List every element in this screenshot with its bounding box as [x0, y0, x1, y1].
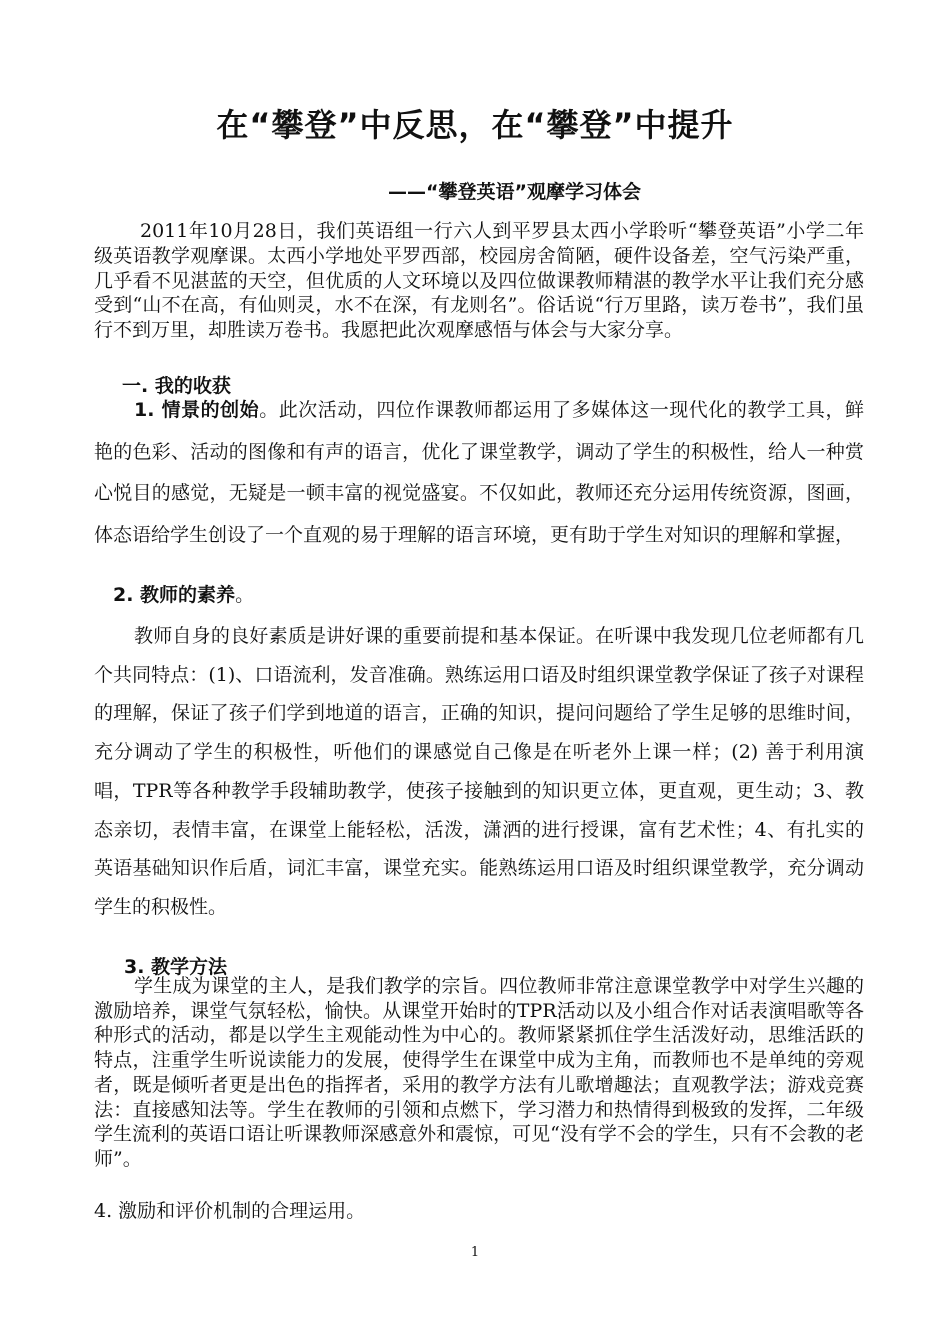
- item-1-label: 1. 情景的创始: [134, 399, 260, 421]
- item-2-heading: [113, 580, 254, 607]
- item-2-paragraph: 教师自身的良好素质是讲好课的重要前提和基本保证。在听课中我发现几位老师都有几个共同特点：(1)、口语流利，发音准确。熟练运用口语及时组织课堂教学保证了孩子对课程的理解，保证了孩子们学到地道的语言，正确的知识，提问问题给了学生足够的思维时间，充分调动了学生的积极性，听他们的课感觉自己像是在听老外上课一样；(2) 善于利用演唱，TPR等各种教学手段辅助教学，使孩子接触到的知识更立体，更直观，更生动；3、教态亲切，表情丰富，在课堂上能轻松，活泼，潇洒的进行授课，富有艺术性；4、有扎实的英语基础知识作后盾，词汇丰富，课堂充实。能熟练运用口语及时组织课堂教学，充分调动学生的积极性。: [94, 625, 864, 918]
- item-1-text: 。此次活动，四位作课教师都运用了多媒体这一现代化的教学工具，鲜艳的色彩、活动的图像和有声的语言，优化了课堂教学，调动了学生的积极性，给人一种赏心悦目的感觉，无疑是一顿丰富的视觉盛宴。不仅如此，教师还充分运用传统资源，图画，体态语给学生创设了一个直观的易于理解的语言环境，更有助于学生对知识的理解和掌握，: [94, 399, 864, 546]
- item-2-label: 2. 教师的素养: [113, 584, 236, 606]
- page-number: 1: [470, 1245, 480, 1260]
- item-2-suffix: 。: [235, 584, 255, 606]
- item-3-paragraph: 学生成为课堂的主人，是我们教学的宗旨。四位教师非常注意课堂教学中对学生兴趣的激励培养，课堂气氛轻松，愉快。从课堂开始时的TPR活动以及小组合作对话表演唱歌等各种形式的活动，都是以学生主观能动性为中心的。教师紧紧抓住学生活泼好动，思维活跃的特点，注重学生听说读能力的发展，使得学生在课堂中成为主角，而教师也不是单纯的旁观者，既是倾听者更是出色的指挥者，采用的教学方法有儿歌增趣法；直观教学法；游戏竞赛法：直接感知法等。学生在教师的引领和点燃下，学习潜力和热情得到极致的发挥，二年级学生流利的英语口语让听课教师深感意外和震惊，可见“没有学不会的学生，只有不会教的老师”。: [94, 975, 864, 1170]
- item-1-paragraph: [94, 390, 864, 556]
- intro-paragraph: 2011年10月28日，我们英语组一行六人到平罗县太西小学聆听“攀登英语”小学二年级英语教学观摩课。太西小学地处平罗西部，校园房舍简陋，硬件设备差，空气污染严重，几乎看不见湛蓝的天空，但优质的人文环境以及四位做课教师精湛的教学水平让我们充分感受到“山不在高，有仙则灵，水不在深，有龙则名”。俗话说“行万里路，读万卷书”，我们虽行不到万里，却胜读万卷书。我愿把此次观摩感悟与体会与大家分享。: [94, 220, 864, 342]
- item-3-heading: 3. 教学方法: [124, 956, 228, 978]
- document-subtitle: ——“攀登英语”观摩学习体会: [388, 181, 641, 203]
- section-heading-gains: 一. 我的收获: [122, 375, 231, 397]
- item-4-heading: 4. 激励和评价机制的合理运用。: [94, 1200, 366, 1222]
- document-title: 在“攀登”中反思，在“攀登”中提升: [216, 106, 734, 144]
